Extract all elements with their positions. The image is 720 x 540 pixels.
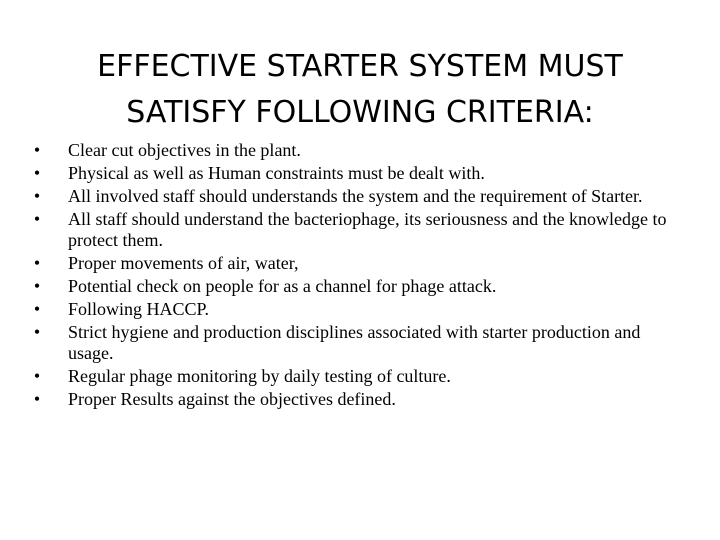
bullet-icon: •	[33, 186, 41, 206]
criteria-item-10	[30, 389, 690, 410]
bullet-icon: •	[33, 163, 41, 183]
slide-title-line-1: EFFECTIVE STARTER SYSTEM MUST	[97, 49, 623, 85]
criteria-item-9	[30, 366, 690, 387]
criteria-text: Regular phage monitoring by daily testing of culture.	[68, 366, 451, 386]
bullet-icon: •	[33, 253, 41, 273]
criteria-text: All involved staff should understands the system and the requirement of Starter.	[68, 186, 643, 206]
criteria-item-3	[30, 186, 690, 207]
bullet-icon: •	[33, 209, 41, 229]
bullet-icon: •	[33, 389, 41, 409]
criteria-text: Physical as well as Human constraints must be dealt with.	[68, 163, 485, 183]
criteria-item-1	[30, 140, 690, 161]
criteria-item-6	[30, 276, 690, 297]
criteria-list	[30, 140, 690, 412]
criteria-item-2	[30, 163, 690, 184]
criteria-text: Potential check on people for as a channel for phage attack.	[68, 276, 497, 296]
criteria-item-7	[30, 299, 690, 320]
criteria-item-5	[30, 253, 690, 274]
criteria-text: Proper Results against the objectives defined.	[68, 389, 396, 409]
criteria-text: All staff should understand the bacteriophage, its seriousness and the knowledge to protect them.	[68, 209, 667, 250]
slide-title	[40, 44, 680, 136]
criteria-item-8	[30, 322, 690, 364]
criteria-text: Following HACCP.	[68, 299, 210, 319]
bullet-icon: •	[33, 366, 41, 386]
criteria-text: Clear cut objectives in the plant.	[68, 140, 301, 160]
criteria-item-4	[30, 209, 690, 251]
bullet-icon: •	[33, 299, 41, 319]
bullet-icon: •	[33, 276, 41, 296]
slide-title-line-2: SATISFY FOLLOWING CRITERIA:	[126, 95, 594, 131]
bullet-icon: •	[33, 140, 41, 160]
criteria-text: Strict hygiene and production disciplines associated with starter production and usage.	[68, 322, 641, 363]
criteria-text: Proper movements of air, water,	[68, 253, 299, 273]
bullet-icon: •	[33, 322, 41, 342]
